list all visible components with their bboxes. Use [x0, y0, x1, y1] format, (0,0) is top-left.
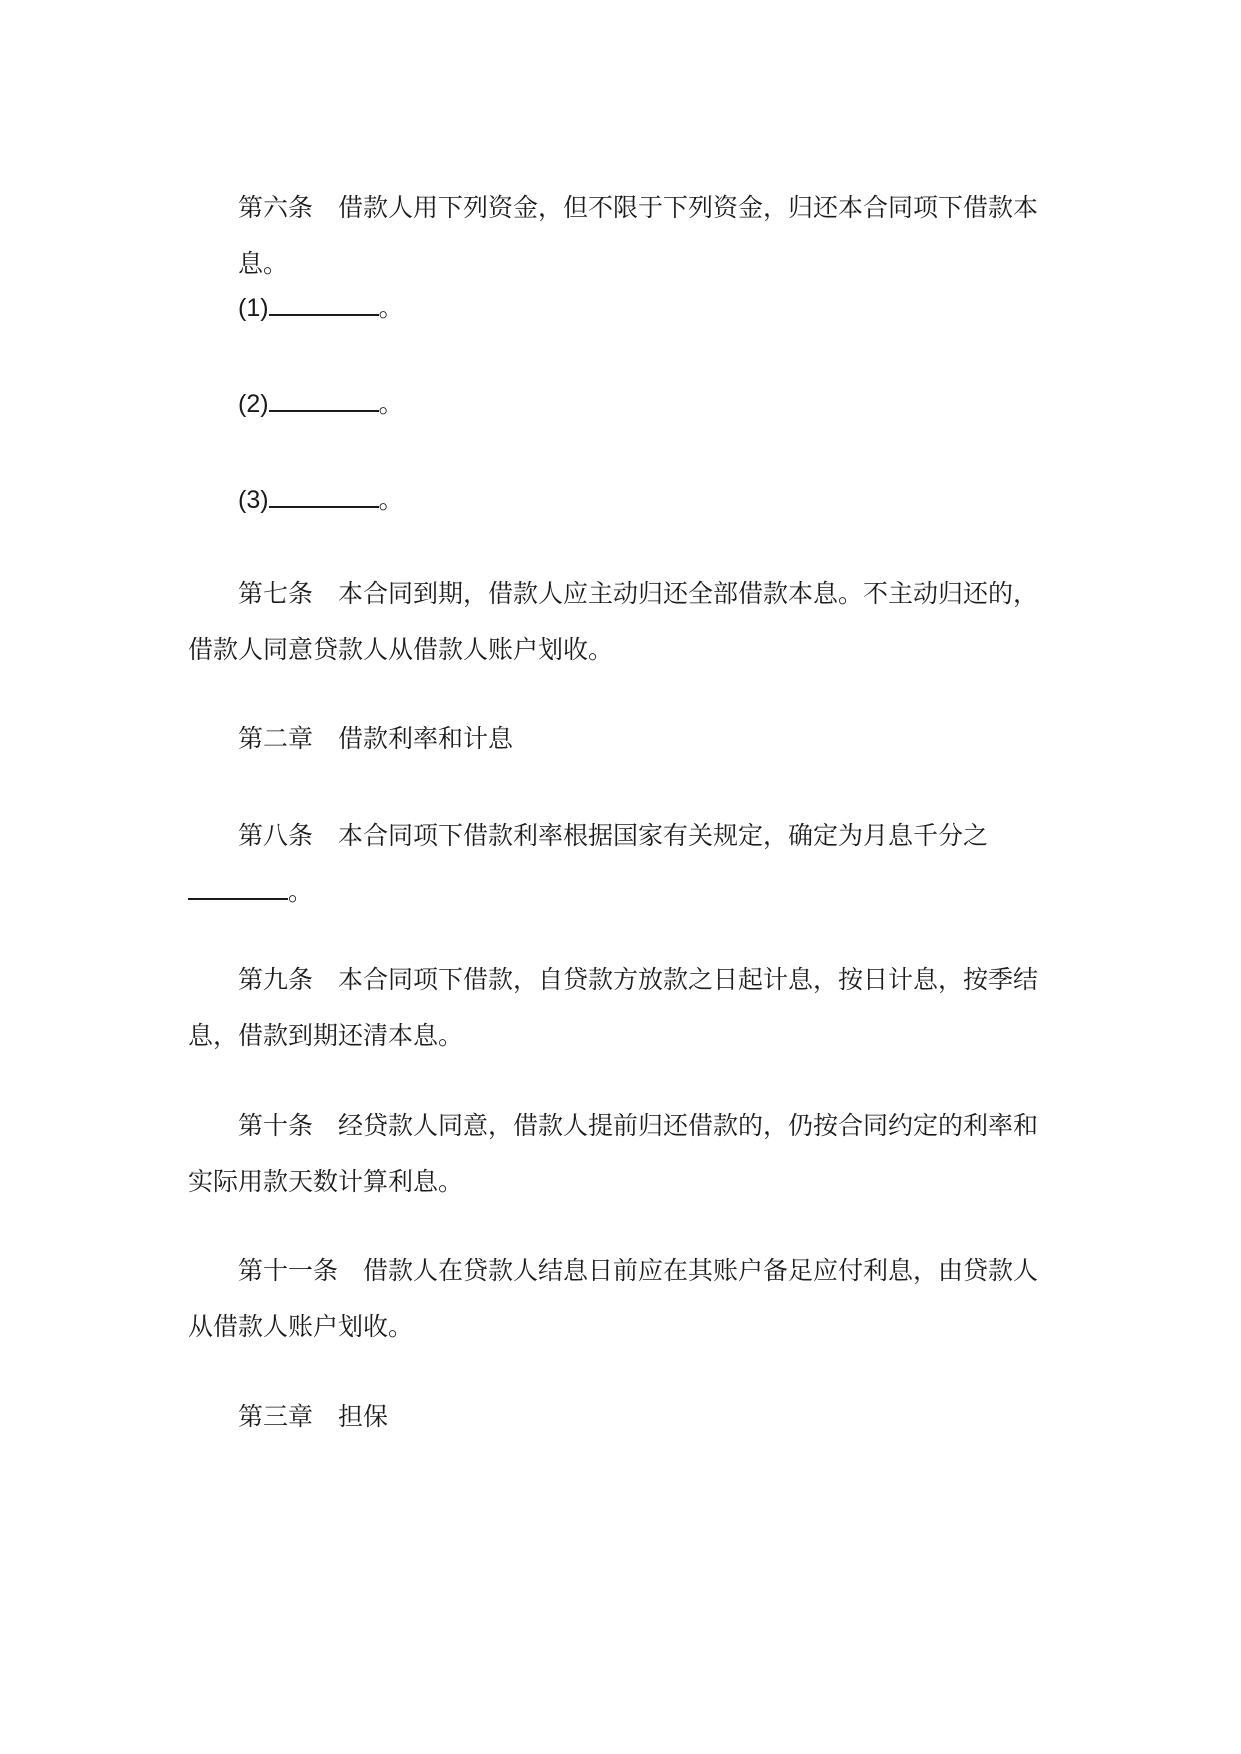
list-item-1	[188, 280, 1058, 336]
item-2-end: 。	[378, 390, 404, 418]
article-8-blank	[188, 874, 288, 900]
item-2-blank	[269, 386, 379, 412]
article-9: 第九条 本合同项下借款，自贷款方放款之日起计息，按日计息，按季结息，借款到期还清本息。	[188, 965, 1039, 1050]
item-1-end: 。	[378, 294, 404, 322]
chapter-2-heading: 第二章 借款利率和计息	[238, 724, 514, 753]
article-8-line2	[188, 864, 1058, 920]
article-11: 第十一条 借款人在贷款人结息日前应在其账户备足应付利息，由贷款人从借款人账户划收。	[188, 1256, 1039, 1341]
list-item-3	[188, 472, 1058, 528]
chapter-3-heading: 第三章 担保	[238, 1402, 389, 1431]
article-7: 第七条 本合同到期，借款人应主动归还全部借款本息。不主动归还的，借款人同意贷款人从借款人账户划收。	[188, 579, 1039, 664]
article-8-end: 。	[288, 877, 314, 906]
article-10: 第十条 经贷款人同意，借款人提前归还借款的，仍按合同约定的利率和实际用款天数计算利息。	[188, 1111, 1039, 1196]
item-3-label: (3)	[238, 486, 269, 514]
article-8-text: 第八条 本合同项下借款利率根据国家有关规定，确定为月息千分之	[238, 821, 989, 850]
item-3-blank	[269, 482, 379, 508]
article-6: 第六条 借款人用下列资金，但不限于下列资金，归还本合同项下借款本息。	[238, 193, 1039, 278]
item-1-blank	[269, 290, 379, 316]
item-1-label: (1)	[238, 294, 269, 322]
list-item-2	[188, 376, 1058, 432]
article-8	[188, 808, 1058, 920]
item-3-end: 。	[378, 486, 404, 514]
item-2-label: (2)	[238, 390, 269, 418]
